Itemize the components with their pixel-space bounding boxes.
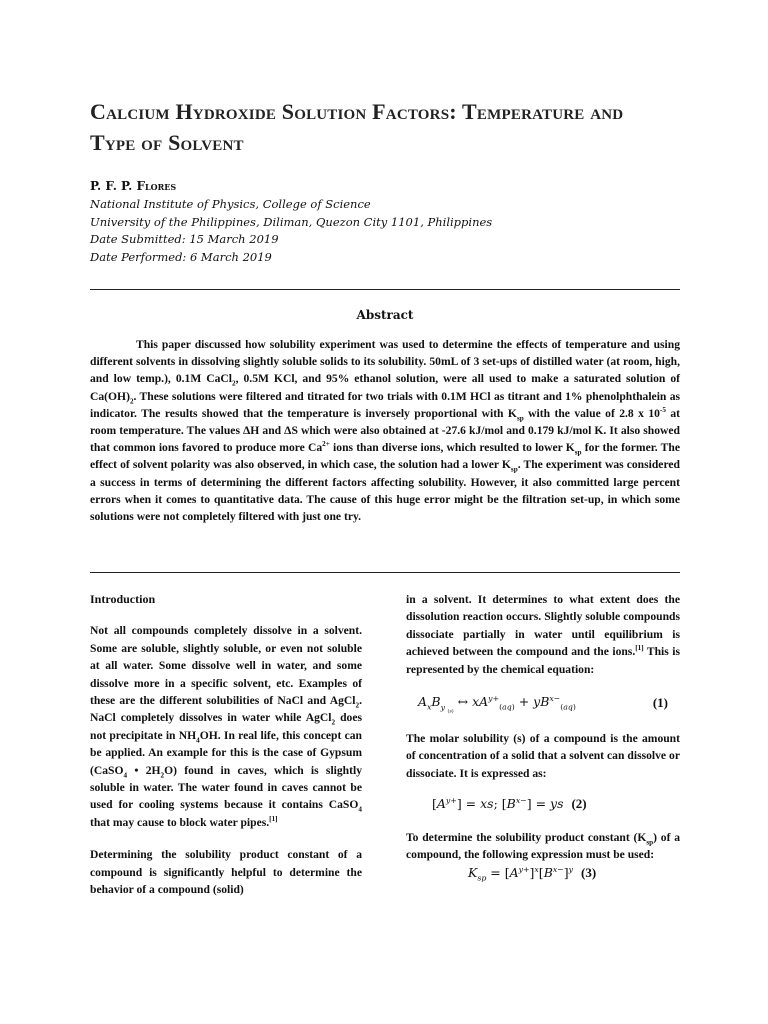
- intro-paragraph-2: Determining the solubility product constant of a compound is significantly helpful to determine the behavior of a compound (solid): [90, 848, 362, 897]
- equation-2-number: (2): [571, 796, 587, 812]
- intro-paragraph-4: [406, 730, 680, 782]
- date-submitted: Date Submitted: 15 March 2019: [90, 232, 279, 246]
- subscript: 4: [196, 736, 200, 745]
- title-line-1: Calcium Hydroxide Solution Factors: Temperature and: [90, 99, 624, 124]
- subscript: 4: [123, 770, 128, 779]
- intro-paragraph-3: [406, 591, 680, 678]
- intro-text: ) of a compound, the following expression must be used:: [406, 830, 680, 862]
- equation-2-expression: $[A^{y+}]$ = xs; $[B^{x-}]$ = ys: [432, 796, 564, 812]
- date-performed: Date Performed: 6 March 2019: [90, 249, 272, 264]
- left-column: [90, 591, 362, 914]
- author-initials: P. F. P.: [90, 179, 133, 193]
- intro-text: • 2H: [127, 763, 161, 777]
- abstract-text: for the former. The effect of solvent polarity was also observed, in which case, the solution had a lower K: [90, 441, 680, 472]
- subscript: 2: [331, 718, 336, 727]
- intro-text: Not all compounds completely dissolve in a solvent. Some are soluble, slightly soluble, or even not soluble at all water. Some dissolve well in water, and some dissolve more in a specific solvent, etc. Examples of these are the different solubilities of NaCl and AgCl: [90, 624, 362, 708]
- equation-1: [418, 693, 668, 715]
- author-name: [90, 179, 176, 193]
- intro-text: O) found in caves, which is slightly soluble in water. The water found in caves cannot be used for cooling systems because it contains CaSO: [90, 763, 363, 812]
- abstract-text: . The experiment was considered a success in terms of determining the different factors affecting solubility. However, it also committed large percent errors when it comes to quantitative data. The cause of this huge error might be the filtration set-up, in which some solutions were not completely filtered with just one try.: [90, 458, 680, 524]
- abstract-subscript: 2: [232, 379, 236, 388]
- right-column: [406, 591, 680, 881]
- intro-text: that may cause to block water pipes.: [90, 815, 270, 829]
- abstract-text: This paper discussed how solubility experiment was used to determine the effects of temperature and using different solvents in dissolving slightly soluble solids to its solubility. 50mL of 3 set-ups of distilled water (at room, high, and low temp.), 0.1M CaCl: [90, 338, 680, 386]
- subscript: sp: [646, 838, 654, 847]
- intro-paragraph-5: [406, 829, 680, 864]
- abstract-superscript: 2+: [322, 440, 330, 449]
- paper-title: [90, 96, 690, 158]
- abstract-subscript: 2: [129, 396, 134, 405]
- title-line-2: Type of Solvent: [90, 130, 244, 155]
- equation-3-number: (3): [580, 864, 597, 880]
- equation-3-expression: $K_{sp} = [A^{y+}]^x[B^{x-}]^y$: [468, 864, 574, 883]
- abstract-superscript: -5: [659, 405, 666, 414]
- equation-1-number: (1): [652, 694, 668, 710]
- equation-1-expression: $A_xB_{y _{(s)}}$ ↔ $xA^{y+}_{(aq)} + yB^{x-}_{(aq)}$: [418, 693, 576, 715]
- affiliation-university: University of the Philippines, Diliman, Quezon City 1101, Philippines: [90, 214, 493, 229]
- introduction-heading: Introduction: [90, 592, 156, 606]
- subscript: 4: [358, 805, 362, 814]
- intro-text: To determine the solubility product constant (K: [406, 830, 647, 844]
- abstract-body: [90, 336, 680, 525]
- subscript: 2: [160, 770, 165, 779]
- abstract-paragraph: [90, 336, 680, 525]
- abstract-text: ions than diverse ions, which resulted to lower K: [329, 441, 575, 455]
- citation-ref: [1]: [635, 644, 644, 653]
- intro-paragraph-1: [90, 622, 362, 831]
- equation-3: [468, 864, 680, 881]
- author-lastname: Flores: [136, 179, 177, 193]
- intro-text: This is represented by the chemical equation:: [406, 645, 680, 676]
- intro-text: ) of a compound is the amount of concentration of a solid that a solvent can dissolve or dissociate. It is expressed as:: [406, 732, 680, 780]
- intro-text: The molar solubility (: [406, 732, 518, 746]
- affiliation-institute: National Institute of Physics, College of Science: [90, 197, 371, 211]
- affiliation-block: [90, 196, 492, 266]
- intro-text: in a solvent. It determines to what extent does the dissolution reaction occurs. Slightly soluble compounds dissociate partially in water until equilibrium is achieved between the compound and the ions.: [406, 593, 680, 659]
- abstract-divider: [90, 572, 680, 573]
- subscript: 2: [355, 701, 360, 710]
- intro-text: does not precipitate in NH: [90, 711, 362, 742]
- intro-text: s: [517, 732, 522, 746]
- abstract-heading: Abstract: [356, 308, 414, 322]
- abstract-subscript: sp: [510, 465, 518, 474]
- abstract-text: at room temperature. The values ΔH and ΔS which were also obtained at -27.6 kJ/mol and 0.179 kJ/mol K. It also showed that common ions favored to produce more Ca: [90, 406, 680, 455]
- citation-ref: [1]: [269, 815, 278, 824]
- abstract-text: with the value of 2.8 x 10: [523, 406, 660, 420]
- top-divider: [90, 289, 680, 290]
- equation-2: [432, 795, 680, 812]
- abstract-subscript: sp: [574, 448, 582, 457]
- abstract-text: . These solutions were filtered and titrated for two trials with 0.1M HCl as titrant and 1% phenolphthalein as indicator. The results showed that the temperature is inversely proportional with K: [90, 389, 680, 420]
- intro-text: . NaCl completely dissolves in water while AgCl: [90, 694, 362, 725]
- abstract-subscript: sp: [516, 414, 524, 423]
- intro-text: OH. In real life, this concept can be applied. An example for this is the case of Gypsum (CaSO: [90, 728, 363, 777]
- abstract-text: , 0.5M KCl, and 95% ethanol solution, were all used to make a saturated solution of Ca(OH): [90, 372, 680, 403]
